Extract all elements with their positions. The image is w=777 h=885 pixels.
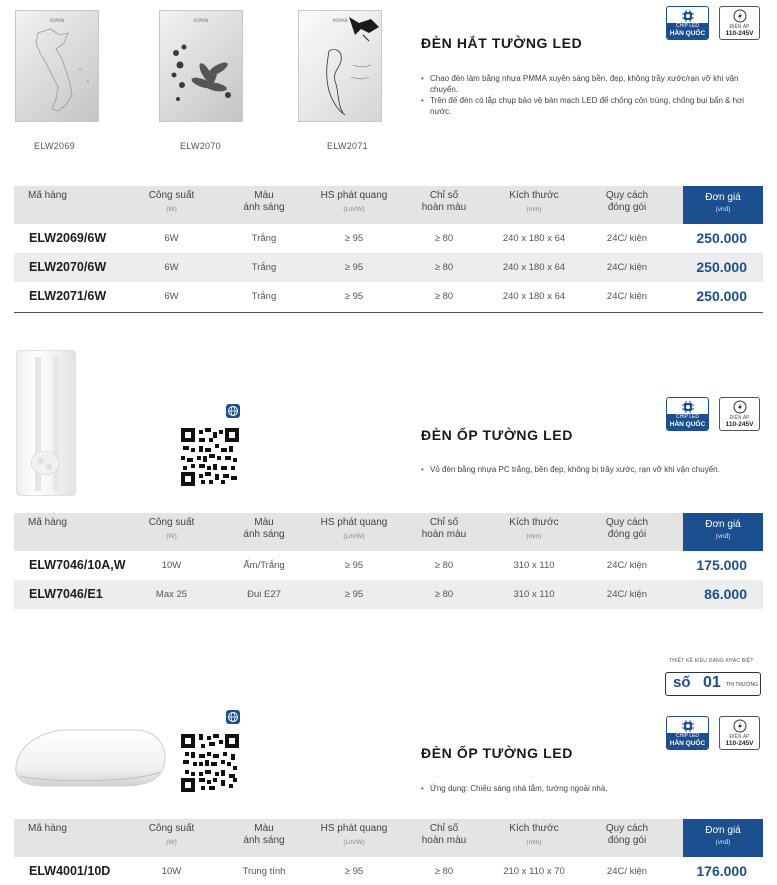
product-image-elw4001 <box>10 726 170 792</box>
chip-icon <box>681 400 695 414</box>
cell-color: Đui E27 <box>247 589 281 600</box>
panel-caption: ELW2070 <box>180 141 221 151</box>
cell-code: ELW4001/10D <box>29 864 111 878</box>
lamp-oval-art <box>10 726 170 792</box>
brand-mark: ROMAN <box>193 18 209 23</box>
cell-cri: ≥ 80 <box>434 560 454 571</box>
chip-badge-line2: HÀN QUỐC <box>667 29 708 40</box>
col-header-pack: Quy cách đóng gói <box>605 190 649 213</box>
lightning-icon <box>733 719 747 733</box>
cell-power: Max 25 <box>155 589 188 600</box>
globe-icon[interactable] <box>226 710 240 724</box>
table-header <box>14 819 763 857</box>
description-item: • Vỏ đèn bằng nhựa PC trắng, bền đẹp, không bị trầy xước, rạn vỡ khi vận chuyển. <box>421 464 771 475</box>
cell-code: ELW2069/6W <box>29 231 107 245</box>
cell-price: 250.000 <box>696 288 747 304</box>
chip-badge-line1: CHIP LED <box>667 414 708 420</box>
description-list <box>421 464 771 475</box>
col-header-price: Đơn giá (vnđ) <box>683 513 763 551</box>
cell-color: Trắng <box>251 233 277 244</box>
col-header-power: Công suất (W) <box>148 517 195 540</box>
cell-color: Trắng <box>251 262 277 273</box>
cell-cri: ≥ 80 <box>434 866 454 877</box>
col-header-price: Đơn giá (vnđ) <box>683 186 763 224</box>
price-table-3 <box>14 819 763 885</box>
cell-code: ELW2071/6W <box>29 289 107 303</box>
cell-pack: 24C/ kiện <box>606 866 648 877</box>
voltage-badge-line2: 110-245V <box>725 30 754 37</box>
cell-power: 10W <box>161 560 182 571</box>
col-header-color: Màu ánh sáng <box>243 517 285 540</box>
col-header-price: Đơn giá (vnđ) <box>683 819 763 857</box>
col-header-lumen: HS phát quang (Lm/W) <box>320 823 388 846</box>
cell-price: 250.000 <box>696 230 747 246</box>
cell-pack: 24C/ kiện <box>606 589 648 600</box>
description-list <box>421 783 771 794</box>
chip-led-badge <box>666 397 709 431</box>
voltage-badge-line2: 110-245V <box>725 740 754 747</box>
col-header-power: Công suất (W) <box>148 190 195 213</box>
voltage-badge-line1: ĐIỆN ÁP <box>729 24 750 30</box>
ink-figure-art <box>299 11 383 123</box>
voltage-badge-line2: 110-245V <box>725 421 754 428</box>
cell-lumen: ≥ 95 <box>344 589 364 600</box>
chip-icon <box>681 9 695 23</box>
col-header-size: Kích thước (mm) <box>509 190 559 213</box>
qr-code[interactable] <box>181 734 239 792</box>
cell-price: 175.000 <box>696 557 747 573</box>
col-header-pack: Quy cách đóng gói <box>605 517 649 540</box>
cell-color: Ấm/Trắng <box>243 560 285 571</box>
section-title: ĐÈN ỐP TƯỜNG LED <box>421 745 573 761</box>
chip-badge-line2: HÀN QUỐC <box>667 420 708 431</box>
description-item: • Chao đèn làm bằng nhựa PMMA xuyên sáng bền, đẹp, không trầy xước/rạn vỡ khi vận chuyển. <box>421 73 766 95</box>
cell-cri: ≥ 80 <box>434 262 454 273</box>
col-header-color: Màu ánh sáng <box>243 190 285 213</box>
ranking-prefix: số <box>673 674 691 691</box>
col-header-code: Mã hàng <box>28 823 67 834</box>
col-header-power: Công suất (W) <box>148 823 195 846</box>
cell-size: 240 x 180 x 64 <box>502 233 566 244</box>
table-header <box>14 513 763 551</box>
ranking-badge <box>665 672 761 696</box>
section-title: ĐÈN HẮT TƯỜNG LED <box>421 35 583 51</box>
chip-icon <box>681 719 695 733</box>
cell-size: 310 x 110 <box>513 560 555 571</box>
voltage-badge-line1: ĐIỆN ÁP <box>729 415 750 421</box>
table-row <box>14 282 763 311</box>
cell-code: ELW2070/6W <box>29 260 107 274</box>
table-row <box>14 253 763 282</box>
brand-mark: ROMAN <box>332 18 348 23</box>
cell-color: Trắng <box>251 291 277 302</box>
col-header-size: Kích thước (mm) <box>509 823 559 846</box>
voltage-badge <box>719 6 760 40</box>
cell-size: 310 x 110 <box>513 589 555 600</box>
cell-color: Trung tính <box>242 866 286 877</box>
cell-price: 176.000 <box>696 863 747 879</box>
col-header-lumen: HS phát quang (Lm/W) <box>320 517 388 540</box>
cell-price: 250.000 <box>696 259 747 275</box>
cell-code: ELW7046/E1 <box>29 587 103 601</box>
cell-code: ELW7046/10A,W <box>29 558 126 572</box>
cell-pack: 24C/ kiện <box>606 233 648 244</box>
lamp-tube-art <box>17 351 77 497</box>
globe-icon[interactable] <box>226 404 240 418</box>
ranking-suffix: THỊ TRƯỜNG <box>726 682 759 688</box>
col-header-cri: Chỉ số hoàn màu <box>421 517 467 540</box>
brand-mark: ROMAN <box>49 18 65 23</box>
col-header-lumen: HS phát quang (Lm/W) <box>320 190 388 213</box>
flower-art <box>160 11 244 123</box>
table-row <box>14 580 763 609</box>
cell-size: 240 x 180 x 64 <box>502 291 566 302</box>
voltage-badge-line1: ĐIỆN ÁP <box>729 734 750 740</box>
price-table-1 <box>14 186 763 311</box>
cell-power: 6W <box>164 291 179 302</box>
cell-cri: ≥ 80 <box>434 291 454 302</box>
product-image-elw2070 <box>159 10 243 122</box>
lightning-icon <box>733 400 747 414</box>
description-list <box>421 73 766 117</box>
price-table-2 <box>14 513 763 609</box>
chip-led-badge <box>666 716 709 750</box>
cell-size: 240 x 180 x 64 <box>502 262 566 273</box>
cell-lumen: ≥ 95 <box>344 560 364 571</box>
cell-price: 86.000 <box>704 586 747 602</box>
table-header <box>14 186 763 224</box>
cell-pack: 24C/ kiện <box>606 291 648 302</box>
product-image-elw2071 <box>298 10 382 122</box>
chip-badge-line2: HÀN QUỐC <box>667 739 708 750</box>
lightning-icon <box>733 9 747 23</box>
col-header-size: Kích thước (mm) <box>509 517 559 540</box>
cell-power: 6W <box>164 262 179 273</box>
cell-lumen: ≥ 95 <box>344 866 364 877</box>
product-image-elw2069 <box>15 10 99 122</box>
panel-caption: ELW2071 <box>327 141 368 151</box>
cell-pack: 24C/ kiện <box>606 560 648 571</box>
cell-pack: 24C/ kiện <box>606 262 648 273</box>
product-image-elw7046 <box>16 350 76 496</box>
cell-lumen: ≥ 95 <box>344 291 364 302</box>
cell-lumen: ≥ 95 <box>344 233 364 244</box>
col-header-code: Mã hàng <box>28 517 67 528</box>
ranking-number: 01 <box>703 674 721 691</box>
table-row <box>14 857 763 885</box>
col-header-pack: Quy cách đóng gói <box>605 823 649 846</box>
voltage-badge <box>719 716 760 750</box>
table-row <box>14 224 763 253</box>
map-vietnam-art <box>16 11 100 123</box>
section-title: ĐÈN ỐP TƯỜNG LED <box>421 427 573 443</box>
panel-caption: ELW2069 <box>34 141 75 151</box>
voltage-badge <box>719 397 760 431</box>
description-item: • Ứng dụng: Chiếu sáng nhà tắm, tường ngoài nhà. <box>421 783 771 794</box>
chip-badge-line1: CHIP LED <box>667 23 708 29</box>
cell-size: 210 x 110 x 70 <box>503 866 565 877</box>
table-row <box>14 551 763 580</box>
ranking-note: THIẾT KẾ KIỂU DÁNG KHÁC BIỆT <box>669 658 754 664</box>
cell-lumen: ≥ 95 <box>344 262 364 273</box>
cell-power: 6W <box>164 233 179 244</box>
table-divider <box>14 312 763 313</box>
cell-power: 10W <box>161 866 182 877</box>
description-item: • Trên đế đèn có lắp chụp bảo vệ bản mạch LED để chống côn trùng, chống bụi bẩn & hơi nước. <box>421 95 766 117</box>
cell-cri: ≥ 80 <box>434 233 454 244</box>
chip-badge-line1: CHIP LED <box>667 733 708 739</box>
cell-cri: ≥ 80 <box>434 589 454 600</box>
col-header-cri: Chỉ số hoàn màu <box>421 823 467 846</box>
col-header-color: Màu ánh sáng <box>243 823 285 846</box>
chip-led-badge <box>666 6 709 40</box>
col-header-cri: Chỉ số hoàn màu <box>421 190 467 213</box>
col-header-code: Mã hàng <box>28 190 67 201</box>
qr-code[interactable] <box>181 428 239 486</box>
